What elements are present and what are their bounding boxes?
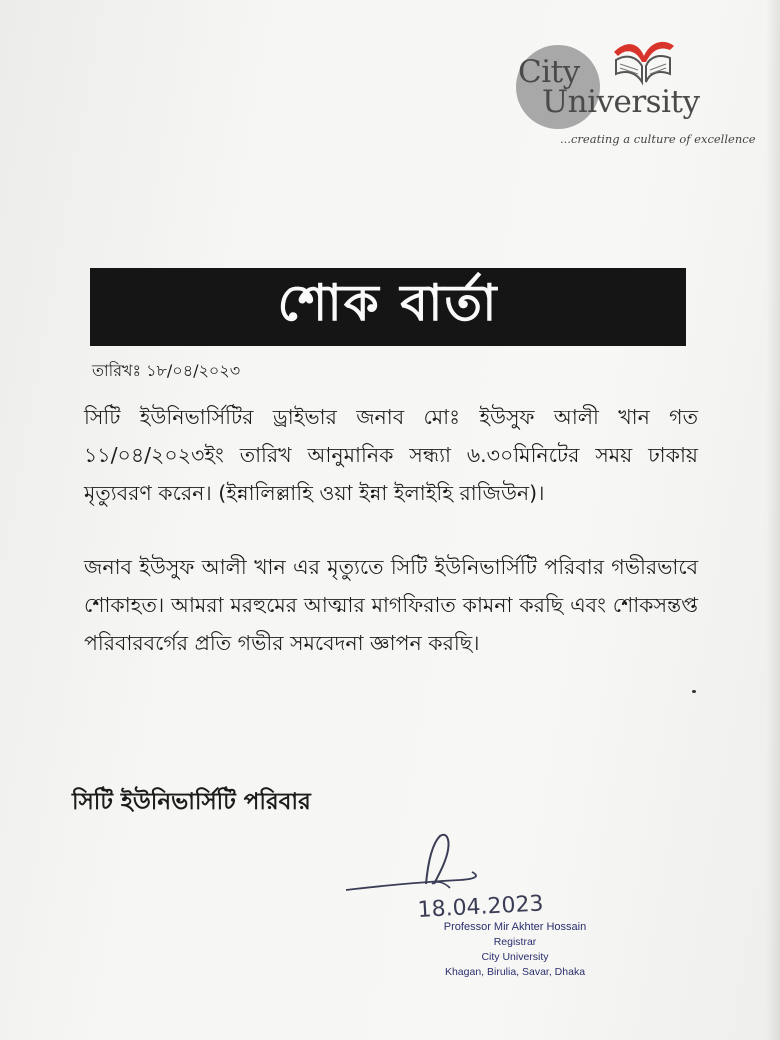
handwritten-signature: [340, 822, 600, 932]
logo-text-city: City: [518, 54, 580, 90]
signatory-address: Khagan, Birulia, Savar, Dhaka: [444, 966, 586, 978]
signing-organization: সিটি ইউনিভার্সিটি পরিবার: [72, 789, 311, 815]
logo-text-university: University: [542, 84, 700, 120]
notice-title: শোক বার্তা: [277, 273, 499, 332]
paragraph-announcement: সিটি ইউনিভার্সিটির ড্রাইভার জনাব মোঃ ইউসুফ আলী খান গত ১১/০৪/২০২৩ইং তারিখ আনুমানিক সন্ধ্যা ৬.৩০মিনিটের সময় ঢাকায় মৃত্যুবরণ করেন। (ইন্নালিল্লাহি ওয়া ইন্না ইলাইহি রাজিউন)।: [84, 405, 698, 505]
notice-date: তারিখঃ ১৮/০৪/২০২৩: [92, 361, 241, 380]
paper-shadow-edge: [766, 0, 780, 1040]
handwritten-date: 18.04.2023: [417, 891, 545, 923]
open-book-logo-icon: [608, 30, 678, 86]
signatory-designation: Registrar: [493, 936, 537, 948]
title-banner: [90, 268, 686, 346]
signatory-institution: City University: [481, 951, 549, 963]
paragraph-condolence: জনাব ইউসুফ আলী খান এর মৃত্যুতে সিটি ইউনিভার্সিটি পরিবার গভীরভাবে শোকাহত। আমরা মরহুমের আত্মার মাগফিরাত কামনা করছি এবং শোকসন্তপ্ত পরিবারবর্গের প্রতি গভীর সমবেদনা জ্ঞাপন করছি।: [84, 555, 698, 655]
logo-tagline: ...creating a culture of excellence: [560, 132, 756, 146]
ink-speck: [692, 690, 696, 693]
signatory-name: Professor Mir Akhter Hossain: [443, 921, 587, 933]
city-university-logo: [512, 30, 756, 155]
signatory-block: [432, 920, 598, 980]
